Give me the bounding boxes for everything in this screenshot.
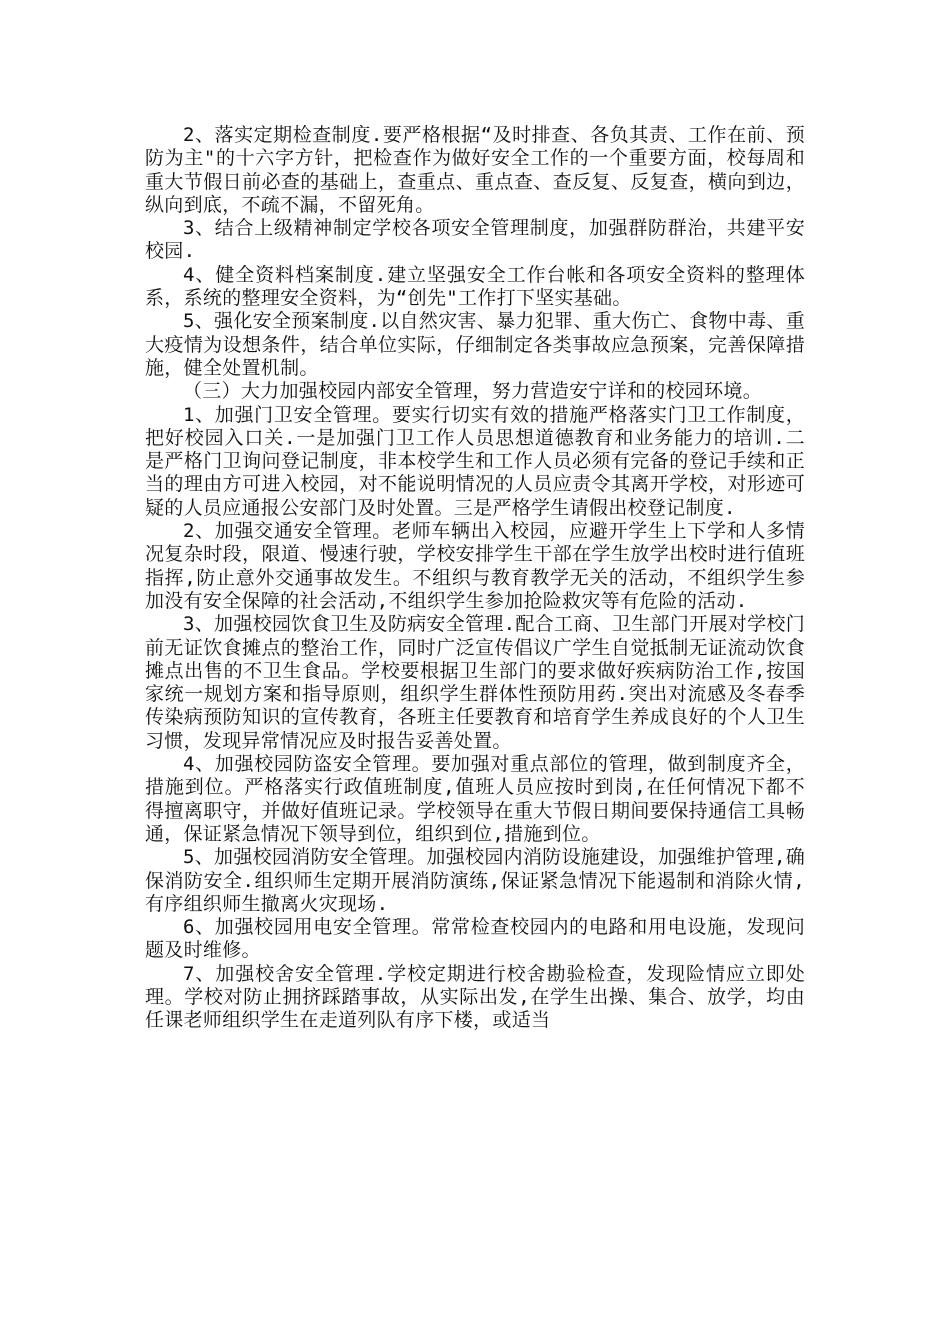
paragraph-gate-security: 1、加强门卫安全管理。要实行切实有效的措施严格落实门卫工作制度，把好校园入口关.一是加强门卫工作人员思想道德教育和业务能力的培训.二是严格门卫询问登记制度，非本校学生和工作人员必须有完备的登记手续和正当的理由方可进入校园，对不能说明情况的人员应责令其离开学校，对形迹可疑的人员应通报公安部门及时处置。三是严格学生请假出校登记制度. [145, 403, 805, 519]
paragraph-safety-rules: 3、结合上级精神制定学校各项安全管理制度，加强群防群治，共建平安校园. [145, 217, 805, 263]
paragraph-emergency-plan: 5、强化安全预案制度.以自然灾害、暴力犯罪、重大伤亡、食物中毒、重大疫情为设想条件，结合单位实际，仔细制定各类事故应急预案，完善保障措施，健全处置机制。 [145, 310, 805, 379]
paragraph-food-hygiene: 3、加强校园饮食卫生及防病安全管理.配合工商、卫生部门开展对学校门前无证饮食摊点的整治工作，同时广泛宣传倡议广学生自觉抵制无证流动饮食摊点出售的不卫生食品。学校要根据卫生部门的要求做好疾病防治工作,按国家统一规划方案和指导原则，组织学生群体性预防用药.突出对流感及冬春季传染病预防知识的宣传教育，各班主任要教育和培育学生养成良好的个人卫生习惯，发现异常情况应及时报告妥善处置。 [145, 613, 805, 752]
paragraph-traffic-safety: 2、加强交通安全管理。老师车辆出入校园，应避开学生上下学和人多情况复杂时段，限道、慢速行驶，学校安排学生干部在学生放学出校时进行值班指挥,防止意外交通事故发生。不组织与教育教学无关的活动，不组织学生参加没有安全保障的社会活动,不组织学生参加抢险救灾等有危险的活动. [145, 520, 805, 612]
section-heading-campus-safety: （三）大力加强校园内部安全管理，努力营造安宁详和的校园环境。 [183, 380, 763, 403]
paragraph-building-safety: 7、加强校舍安全管理.学校定期进行校舍勘验检查，发现险情应立即处理。学校对防止拥挤踩踏事故，从实际出发,在学生出操、集合、放学，均由任课老师组织学生在走道列队有序下楼，或适当 [145, 962, 805, 1032]
paragraph-anti-theft: 4、加强校园防盗安全管理。要加强对重点部位的管理，做到制度齐全，措施到位。严格落实行政值班制度,值班人员应按时到岗,在任何情况下都不得擅离职守，并做好值班记录。学校领导在重大节假日期间要保持通信工具畅通，保证紧急情况下领导到位，组织到位,措施到位。 [145, 753, 805, 845]
document-page [145, 124, 805, 1033]
paragraph-archive-system: 4、健全资料档案制度.建立坚强安全工作台帐和各项安全资料的整理体系，系统的整理安全资料，为“创先"工作打下坚实基础。 [145, 263, 805, 310]
paragraph-electrical-safety: 6、加强校园用电安全管理。常常检查校园内的电路和用电设施，发现问题及时维修。 [145, 916, 805, 962]
paragraph-fire-safety: 5、加强校园消防安全管理。加强校园内消防设施建设，加强维护管理,确保消防安全.组织师生定期开展消防演练,保证紧急情况下能遏制和消除火情,有序组织师生撤离火灾现场. [145, 846, 805, 915]
paragraph-inspection-system: 2、落实定期检查制度.要严格根据“及时排查、各负其责、工作在前、预防为主"的十六字方针，把检查作为做好安全工作的一个重要方面，校每周和重大节假日前必查的基础上，查重点、重点查、查反复、反复查，横向到边，纵向到底，不疏不漏，不留死角。 [145, 124, 805, 216]
